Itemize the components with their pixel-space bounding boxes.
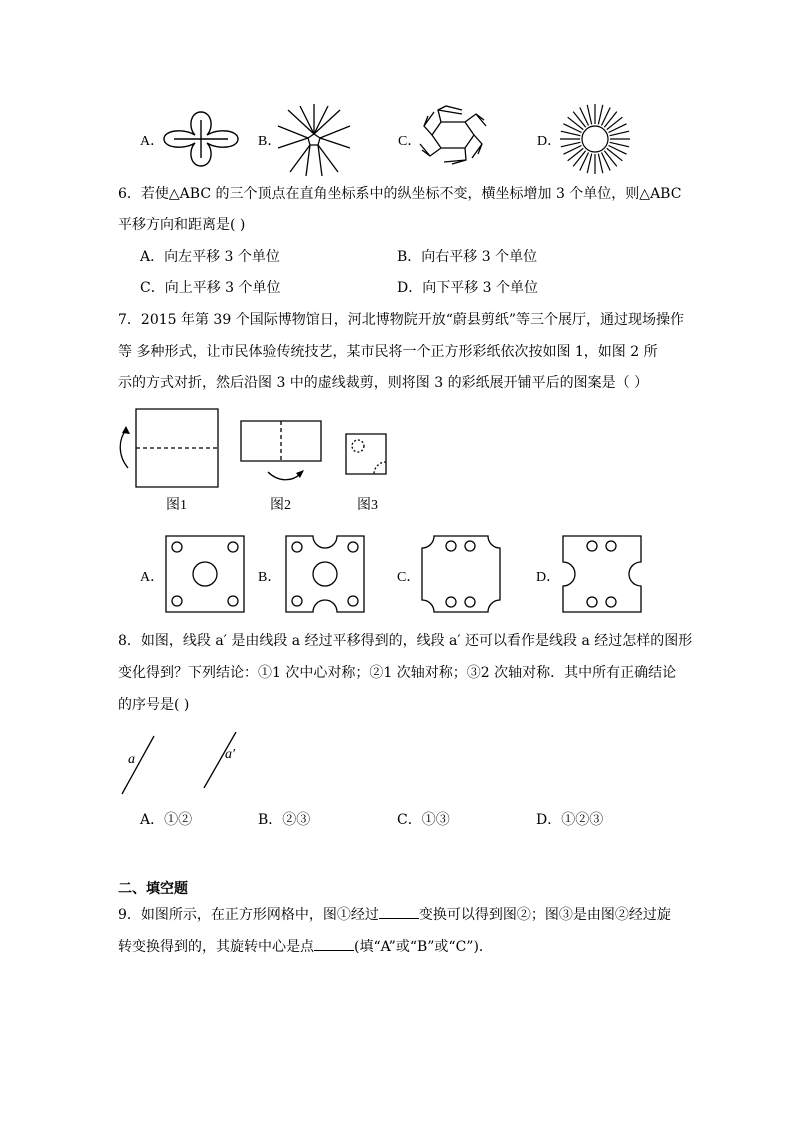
q6-stem-line2: 平移方向和距离是( ) [118,217,246,233]
q9-line2-text-a: 转变换得到的，其旋转中心是点 [118,939,314,955]
q7-option-c-label[interactable]: C． [397,570,421,585]
sun-ray [561,142,580,146]
four-lobed-cross-icon [160,108,242,170]
fig1-label: 图1 [166,498,187,513]
q6-option-a[interactable]: A．向左平移 3 个单位 [140,249,280,265]
segment-a-prime-label: a′ [225,747,236,762]
sun-ray [607,148,623,160]
radiating-lines-star-icon [278,104,350,176]
q6-stem-line1: 6．若使△ABC 的三个顶点在直角坐标系中的纵坐标不变，横坐标增加 3 个单位，则△ABC [118,186,682,202]
q7-option-c-pattern[interactable] [420,534,502,614]
sun-ray [568,148,584,160]
q7-option-a-label[interactable]: A． [140,570,165,585]
q8-stem-line1: 8．如图，线段 a′ 是由线段 a 经过平移得到的，线段 a′ 还可以看作是线段 a 经过怎样的图形 [118,633,693,649]
sun-ray [604,112,616,128]
sun-ray [602,107,611,125]
sun-ray [602,153,611,171]
q7-option-b-pattern[interactable] [284,534,366,614]
q7-option-d-pattern[interactable] [561,534,643,614]
hexagon-with-arms-icon [418,104,488,166]
q9-line1-text-a: 9．如图所示，在正方形网格中，图①经过 [118,907,379,923]
sun-ray [573,151,585,167]
q9-blank-1[interactable] [379,904,419,919]
sun-ray [563,124,581,133]
q9-line2 [118,936,493,957]
sun-rays-icon [558,102,632,176]
fold-figure-2 [238,418,324,486]
fold-figure-1 [112,406,222,490]
fig2-label: 图2 [270,498,291,513]
sun-ray [609,124,627,133]
sun-ray [580,153,589,171]
sun-ray [609,146,627,155]
q5-option-b-label: B． [258,134,282,149]
q9-blank-2[interactable] [314,936,354,951]
sun-ray [610,131,629,135]
q9-line2-text-b: (填“A”或“B”或“C”)． [354,939,493,955]
q6-option-c[interactable]: C．向上平移 3 个单位 [140,280,281,296]
sun-ray [561,131,580,135]
arrow-up-icon [122,426,130,434]
q6-option-d[interactable]: D．向下平移 3 个单位 [397,280,539,296]
q7-stem-line3: 示的方式对折，然后沿图 3 中的虚线裁剪，则将图 3 的彩纸展开铺平后的图案是（ ） [118,375,649,391]
sun-ray [598,105,602,124]
sun-ray [610,142,629,146]
sun-ray [568,117,584,129]
segment-a-label: a [128,752,135,767]
sun-ray [580,107,589,125]
sun-ray [607,117,623,129]
q7-option-a-pattern[interactable] [164,534,246,614]
sun-ray [563,146,581,155]
q9-line1 [118,904,671,925]
q5-option-d-label: D． [537,134,562,149]
q8-stem-line3: 的序号是( ) [118,697,190,713]
q6-option-b[interactable]: B．向右平移 3 个单位 [397,249,538,265]
sun-ray [587,154,591,173]
q8-option-b[interactable]: B．②③ [258,812,311,828]
q7-stem-line2: 等 多种形式，让市民体验传统技艺，某市民将一个正方形彩纸依次按如图 1，如图 2 所 [118,344,658,360]
q8-option-d[interactable]: D．①②③ [536,812,604,828]
sun-ray [587,105,591,124]
q9-line1-text-b: 变换可以得到图②；图③是由图②经过旋 [418,907,671,923]
sun-ray [598,154,602,173]
segment-a [122,736,154,794]
q7-stem-line1: 7．2015 年第 39 个国际博物馆日，河北博物院开放“蔚县剪纸”等三个展厅，通过现场操作 [118,312,685,328]
section-title-fill-blank: 二、填空题 [118,881,188,897]
fold-figure-3 [344,432,388,476]
fig3-label: 图3 [357,498,378,513]
q7-option-d-label[interactable]: D． [536,570,561,585]
q8-option-a[interactable]: A．①② [140,812,193,828]
sun-ray [573,112,585,128]
q5-option-c-label: C． [398,134,422,149]
q7-option-b-label[interactable]: B． [258,570,282,585]
q8-option-c[interactable]: C．①③ [397,812,450,828]
sun-ray [604,151,616,167]
q5-option-a-label: A． [140,134,165,149]
q8-segments-figure [118,732,248,798]
q8-stem-line2: 变化得到？下列结论：①1 次中心对称；②1 次轴对称；③2 次轴对称．其中所有正确结论 [118,665,677,681]
